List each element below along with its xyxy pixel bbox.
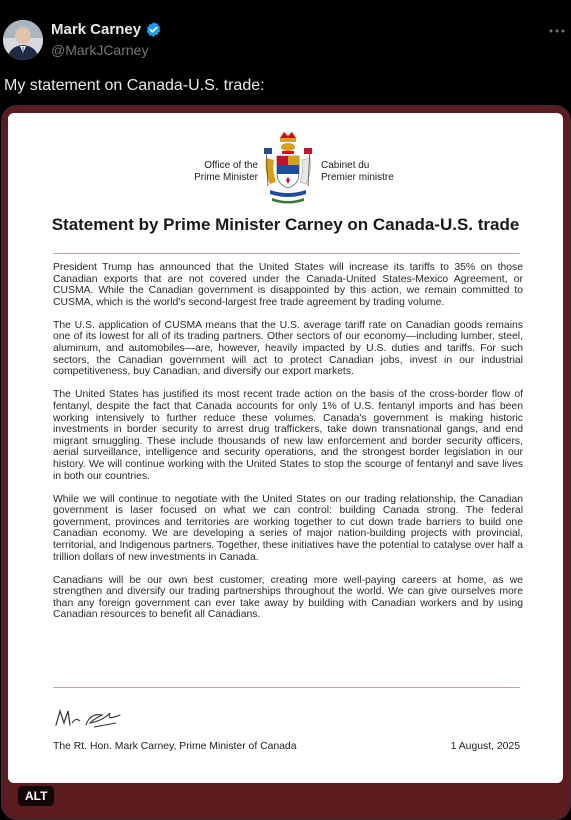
office-line: Premier ministre [321,172,394,183]
statement-date: 1 August, 2025 [450,741,520,752]
more-horizontal-icon[interactable] [548,22,566,40]
author-handle[interactable]: @MarkJCarney [51,42,149,58]
signoff-line: The Rt. Hon. Mark Carney, Prime Minister of Canada [53,741,297,752]
author-name[interactable]: Mark Carney [51,21,142,38]
canadian-coat-of-arms-icon [260,128,316,206]
statement-body [53,262,523,633]
divider [53,253,520,254]
handwritten-signature [50,703,130,733]
office-label-french [321,160,431,184]
document-title: Statement by Prime Minister Carney on Canada-U.S. trade [51,215,520,234]
statement-document [8,113,563,783]
office-line: Cabinet du [321,160,370,171]
alt-text-badge[interactable]: ALT [18,786,54,806]
avatar[interactable] [3,20,43,60]
paragraph: President Trump has announced that the United States will increase its tariffs to 35% on those Canadian exports that are not covered under the Canada-United States-Mexico Agreement, or CUSMA. While the Canadian government is disappointed by this action, we remain committed to CUSMA, which is the world's second-largest free trade agreement by trading volume. [53,262,523,308]
divider [53,687,520,688]
office-label-english [158,160,258,184]
paragraph: The United States has justified its most recent trade action on the basis of the cross-border flow of fentanyl, despite the fact that Canada accounts for only 1% of U.S. fentanyl imports and has been working intensively to further reduce these volumes. Canada's government is making historic investments in border security to arrest drug traffickers, take down transnational gangs, and end migrant smuggling. These include thousands of new law enforcement and border security officers, aerial surveillance, intelligence and security operations, and the strongest border legislation in our history. We will continue working with the United States to stop the scourge of fentanyl and save lives in both our countries. [53,389,523,482]
office-line: Office of the [204,160,258,171]
office-line: Prime Minister [194,172,258,183]
verified-badge-icon [145,21,162,38]
paragraph: Canadians will be our own best customer, creating more well-paying careers at home, as we strengthen and diversify our trading partnerships throughout the world. We can give ourselves more than any foreign government can ever take away by building with Canadian workers and by using Canadian resources to benefit all Canadians. [53,574,523,621]
tweet-media-image[interactable] [1,105,571,820]
tweet-text: My statement on Canada-U.S. trade: [4,77,265,94]
paragraph: While we will continue to negotiate with the United States on our trading relationship, the Canadian government is laser focused on what we can control: building Canada strong. The federal government, provinces and territories are working together to cut down trade barriers to build one Canadian economy. We are developing a series of major nation-building projects with provincial, territorial, and Indigenous partners. Together, these initiatives have the potential to catalyse over half a trillion dollars of new investments in Canada. [53,493,523,563]
tweet-header [0,0,571,70]
paragraph: The U.S. application of CUSMA means that the U.S. average tariff rate on Canadian goods remains one of its lowest for all of its trading partners. Other sectors of our economy—including lumber, steel, aluminum, and automobiles—are, however, heavily impacted by U.S. duties and tariffs. For such sectors, the Canadian government will act to protect Canadian jobs, invest in our industrial competitiveness, buy Canadian, and diversify our export markets. [53,319,523,378]
